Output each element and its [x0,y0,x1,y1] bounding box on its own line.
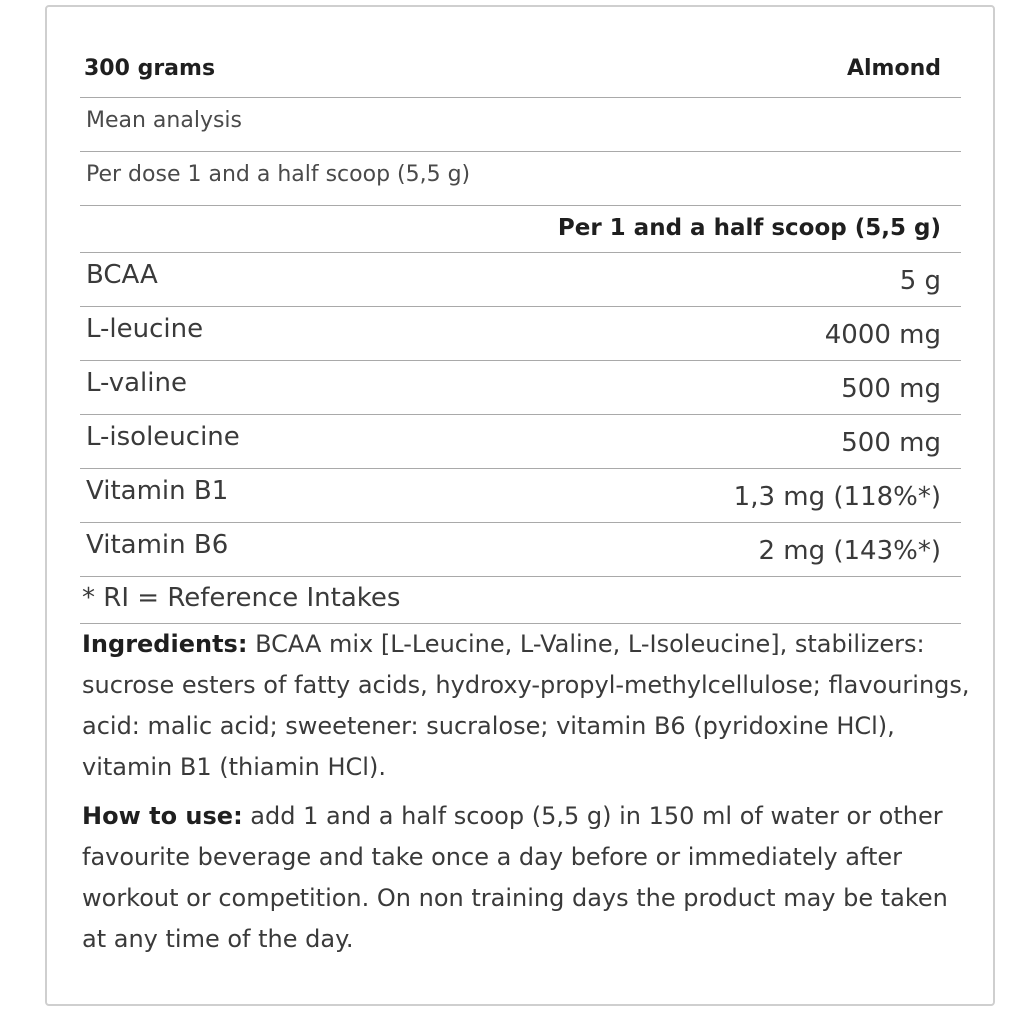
ingredients-text: BCAA mix [L-Leucine, L-Valine, L-Isoleucine], stabilizers: sucrose esters of fatty acids, hydroxy-propyl-methylcellulose; flavourings, acid: malic acid; sweetener: sucralose; vitamin B6 (pyridoxine HCl), vitamin B1 (thiamin HCl). [82,630,970,781]
table-row [80,415,961,469]
how-to-use-paragraph [82,796,972,960]
table-row [80,253,961,307]
per-dose-label: Per dose 1 and a half scoop (5,5 g) [86,162,471,187]
nutrient-name: BCAA [86,260,158,290]
package-weight: 300 grams [84,56,216,81]
nutrient-amount: 5 g [899,266,941,296]
nutrient-name: L-valine [86,368,187,398]
ingredients-label: Ingredients: [82,630,248,658]
how-to-use-label: How to use: [82,802,243,830]
footnote-row [80,577,961,624]
ingredients-paragraph [82,624,972,788]
table-row [80,361,961,415]
per-dose-row [80,152,961,206]
nutrient-name: Vitamin B1 [86,476,229,506]
table-row [80,523,961,577]
column-header-label: Per 1 and a half scoop (5,5 g) [557,215,941,241]
footnote: * RI = Reference Intakes [82,583,401,613]
how-to-use-text: add 1 and a half scoop (5,5 g) in 150 ml of water or other favourite beverage and take once a day before or immediately after workout or competition. On non training days the product may be taken at any time of the day. [82,802,948,953]
nutrient-amount: 2 mg (143%*) [758,536,941,566]
nutrient-name: L-leucine [86,314,204,344]
table-row [80,307,961,361]
nutrient-amount: 1,3 mg (118%*) [733,482,941,512]
nutrient-amount: 500 mg [841,374,941,404]
nutrient-amount: 500 mg [841,428,941,458]
table-row [80,469,961,523]
nutrient-amount: 4000 mg [824,320,941,350]
nutrient-name: L-isoleucine [86,422,240,452]
table-header-row [80,44,961,98]
column-header-row [80,206,961,253]
mean-analysis-label: Mean analysis [86,108,243,133]
nutrient-name: Vitamin B6 [86,530,229,560]
nutrition-table [80,44,961,624]
flavour-label: Almond [846,56,941,81]
mean-analysis-row [80,98,961,152]
